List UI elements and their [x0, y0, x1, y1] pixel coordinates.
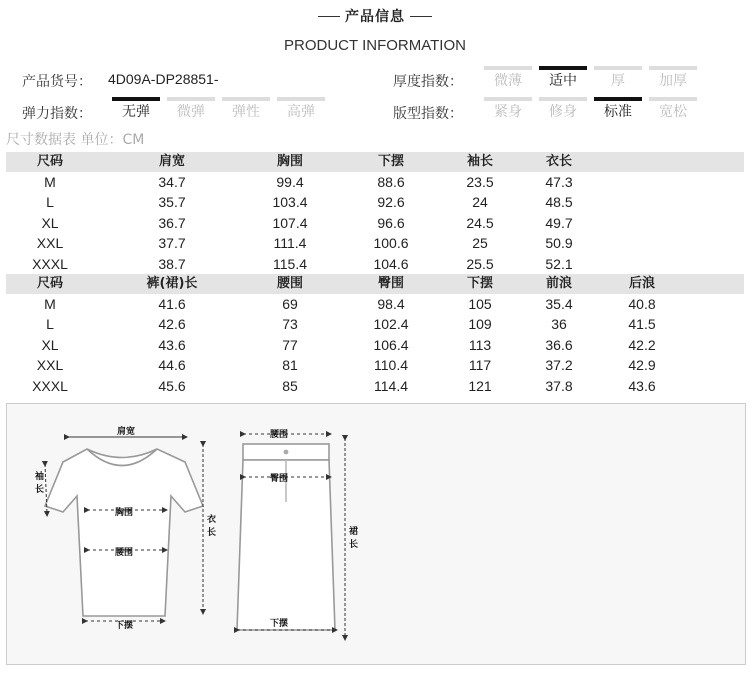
- table-cell: 99.4: [276, 174, 304, 190]
- elasticity-option-label: 微弹: [177, 104, 205, 120]
- table-cell: 103.4: [272, 194, 308, 211]
- table-cell: 36.6: [545, 336, 573, 353]
- fit-option-bar: [539, 97, 587, 101]
- thickness-option-bar: [484, 66, 532, 70]
- table-cell: 113: [468, 336, 492, 353]
- thickness-option: [537, 66, 589, 92]
- table-cell: XL: [41, 214, 59, 231]
- table-cell: 45.6: [158, 377, 186, 394]
- table-cell: 47.3: [545, 174, 573, 190]
- fit-option: [647, 97, 699, 123]
- column-header: 后浪: [628, 276, 655, 291]
- table-cell: 41.6: [158, 296, 186, 312]
- elasticity-option-bar: [112, 97, 160, 101]
- column-header: 衣长: [545, 154, 572, 169]
- table-cell: 42.2: [628, 336, 656, 353]
- column-header: 臀围: [377, 276, 404, 291]
- table-cell: 96.6: [377, 214, 405, 231]
- size-table-note: 尺寸数据表 单位：CM: [6, 132, 145, 148]
- elasticity-option: [110, 97, 162, 123]
- section-title-en: PRODUCT INFORMATION: [284, 37, 466, 54]
- label-length-b: 长: [207, 528, 217, 538]
- fit-option-label: 修身: [549, 104, 577, 120]
- thickness-option-label: 厚: [611, 73, 625, 89]
- column-header: 腰围: [276, 276, 303, 291]
- table-cell: 111.4: [273, 235, 307, 252]
- product-code-value: 4D09A-DP28851-: [108, 71, 219, 87]
- table-cell: M: [44, 174, 56, 190]
- thickness-option-label: 微薄: [494, 73, 522, 89]
- elasticity-option: [275, 97, 327, 123]
- table-cell: 49.7: [545, 214, 573, 231]
- label-hem-skirt: 下摆: [270, 619, 289, 629]
- table-cell: 100.6: [373, 235, 409, 252]
- table-cell: 102.4: [373, 316, 409, 333]
- skirt-illustration: [237, 444, 335, 630]
- table-cell: 114.4: [374, 377, 408, 394]
- fit-option-label: 标准: [604, 104, 632, 120]
- table-cell: 117: [468, 357, 492, 374]
- table-cell: L: [46, 194, 54, 211]
- label-sleeve-b: 长: [35, 485, 45, 495]
- column-header: 前浪: [545, 276, 572, 291]
- table-cell: 88.6: [377, 174, 405, 190]
- table-cell: 37.8: [545, 377, 573, 394]
- fit-option-label: 宽松: [659, 104, 687, 120]
- tshirt-illustration: [45, 449, 203, 616]
- thickness-label: 厚度指数：: [393, 74, 463, 90]
- table-cell: L: [46, 316, 54, 333]
- table-cell: 37.7: [158, 235, 186, 252]
- top-size-table: [6, 152, 744, 274]
- elasticity-option-bar: [277, 97, 325, 101]
- table-cell: XL: [41, 336, 59, 353]
- table-cell: 44.6: [158, 357, 186, 374]
- thickness-option-bar: [539, 66, 587, 70]
- table-cell: XXXL: [32, 255, 68, 272]
- thickness-option-bar: [594, 66, 642, 70]
- label-shoulder: 肩宽: [117, 427, 136, 437]
- table-cell: 37.2: [545, 357, 573, 374]
- fit-option: [592, 97, 644, 123]
- elasticity-option-label: 弹性: [232, 104, 260, 120]
- table-cell: 23.5: [466, 174, 494, 190]
- table-cell: 104.6: [373, 255, 409, 272]
- fit-option-bar: [649, 97, 697, 101]
- table-cell: 41.5: [628, 316, 656, 333]
- label-length-a: 衣: [207, 515, 217, 525]
- table-cell: 43.6: [628, 377, 656, 394]
- table-cell: 25.5: [466, 255, 494, 272]
- table-cell: M: [44, 296, 56, 312]
- table-cell: 81: [282, 357, 298, 374]
- measurement-diagram: [6, 403, 746, 665]
- thickness-option-label: 适中: [549, 73, 577, 89]
- table-cell: 115.4: [273, 255, 307, 272]
- elasticity-option-label: 无弹: [122, 104, 150, 120]
- column-header: 袖长: [466, 154, 493, 169]
- thickness-option: [647, 66, 699, 92]
- label-waist-skirt: 腰围: [270, 430, 289, 440]
- table-cell: 121: [468, 377, 492, 394]
- thickness-option-bar: [649, 66, 697, 70]
- thickness-option: [592, 66, 644, 92]
- table-cell: 107.4: [272, 214, 308, 231]
- elasticity-option-bar: [222, 97, 270, 101]
- table-cell: XXXL: [32, 377, 68, 394]
- table-cell: 35.7: [158, 194, 186, 211]
- label-waist-top: 腰围: [115, 548, 134, 558]
- column-header: 裤(裙)长: [146, 276, 198, 291]
- table-cell: 34.7: [158, 174, 186, 190]
- column-header: 尺码: [36, 154, 63, 169]
- fit-option-bar: [484, 97, 532, 101]
- table-cell: 73: [282, 316, 298, 333]
- label-hem-top: 下摆: [115, 621, 134, 631]
- table-cell: XXL: [36, 235, 64, 252]
- table-cell: 109: [468, 316, 492, 333]
- section-title-cn: 产品信息: [345, 9, 405, 25]
- table-cell: 92.6: [377, 194, 405, 211]
- table-cell: 69: [282, 296, 298, 312]
- label-skirt-length-b: 长: [349, 540, 359, 550]
- elasticity-option-bar: [167, 97, 215, 101]
- elasticity-label: 弹力指数：: [22, 106, 92, 122]
- thickness-option-label: 加厚: [659, 73, 687, 89]
- fit-option-label: 紧身: [494, 104, 522, 120]
- table-cell: 24: [472, 194, 488, 211]
- label-skirt-length-a: 裙: [349, 527, 359, 537]
- elasticity-option: [165, 97, 217, 123]
- fit-option: [537, 97, 589, 123]
- table-cell: 105: [468, 296, 492, 312]
- table-cell: 36: [551, 316, 567, 333]
- product-code-label: 产品货号：: [22, 74, 92, 90]
- fit-label: 版型指数：: [393, 106, 463, 122]
- table-cell: 25: [472, 235, 488, 252]
- table-cell: 52.1: [545, 255, 573, 272]
- table-cell: 40.8: [628, 296, 656, 312]
- column-header: 下摆: [466, 276, 493, 291]
- fit-option-bar: [594, 97, 642, 101]
- table-cell: 42.6: [158, 316, 186, 333]
- label-hip: 臀围: [270, 474, 289, 484]
- table-cell: 77: [282, 336, 298, 353]
- table-cell: 48.5: [545, 194, 573, 211]
- table-cell: 106.4: [373, 336, 409, 353]
- label-sleeve-a: 袖: [35, 472, 45, 482]
- fit-option: [482, 97, 534, 123]
- table-cell: 50.9: [545, 235, 573, 252]
- bottom-size-table: [6, 274, 744, 396]
- label-chest: 胸围: [115, 508, 134, 518]
- thickness-option: [482, 66, 534, 92]
- column-header: 尺码: [36, 276, 63, 291]
- table-cell: 43.6: [158, 336, 186, 353]
- table-cell: 98.4: [377, 296, 405, 312]
- measurement-illustration: [7, 404, 745, 664]
- table-cell: 110.4: [374, 357, 408, 374]
- column-header: 胸围: [276, 154, 303, 169]
- column-header: 下摆: [377, 154, 404, 169]
- table-cell: 42.9: [628, 357, 656, 374]
- table-cell: 35.4: [545, 296, 573, 312]
- table-cell: 38.7: [158, 255, 186, 272]
- column-header: 肩宽: [158, 154, 185, 169]
- elasticity-option: [220, 97, 272, 123]
- table-cell: XXL: [36, 357, 64, 374]
- table-cell: 85: [282, 377, 298, 394]
- table-cell: 24.5: [466, 214, 494, 231]
- table-cell: 36.7: [158, 214, 186, 231]
- elasticity-option-label: 高弹: [287, 104, 315, 120]
